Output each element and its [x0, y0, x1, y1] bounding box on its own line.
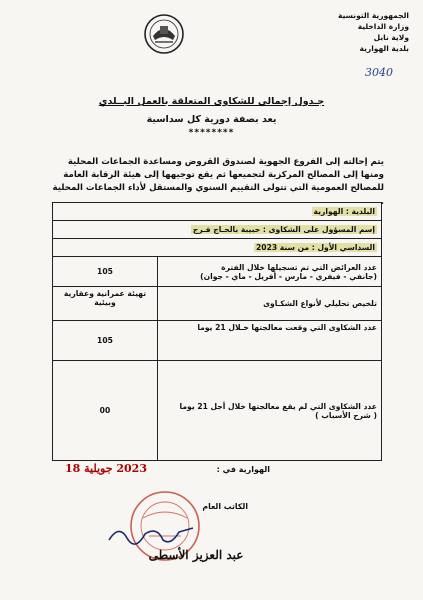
table-header-row — [53, 203, 382, 221]
reference-number: 3040 — [365, 66, 393, 79]
complaints-table — [52, 202, 382, 461]
header-governorate: ولاية نابل — [373, 33, 409, 42]
row-value: 105 — [53, 257, 158, 287]
intro-paragraph: يتم إحالته إلى الفروع الجهوية لصندوق القروض ومساعدة الجماعات المحلية ومنها إلى المصالح المركزية لتجميعها ثم يقع توجيهها إلى هيئة الرقابة العامة للمصالح العمومية التي تتولى التقييم السنوي والمستقل لأداء الجماعات المحلية . — [52, 157, 384, 207]
table-header-row — [53, 221, 382, 239]
row-value: 105 — [53, 321, 158, 361]
row-label: تلخيص تحليلي لأنواع الشكـاوى — [157, 287, 381, 321]
header-ministry: وزارة الداخلية — [357, 22, 409, 31]
row-value: تهيئة عمرانية وعقارية وبيئية — [53, 287, 158, 321]
row-label: عدد الشكاوى التي وقعت معالجتها خـلال 21 يوما — [157, 321, 381, 361]
table-row — [53, 257, 382, 287]
row-value: 00 — [53, 361, 158, 461]
signatory-name: عبد العزيز الأسطى — [148, 548, 244, 562]
row-label: عدد العرائض التي تم تسجيلها خلال الفترة (جانفي - فيفري - مارس - أفريل - ماي - جوان) — [157, 257, 381, 287]
semester-field: السداسي الأول : من سنة 2023 — [256, 243, 375, 252]
municipality-logo — [143, 12, 185, 56]
signature — [105, 520, 200, 548]
table-row — [53, 321, 382, 361]
table-row — [53, 361, 382, 461]
handwritten-date: 2023 جويلية 18 — [65, 462, 147, 475]
table-header-row — [53, 239, 382, 257]
document-subtitle: يعد بصفة دورية كل سداسية — [146, 114, 277, 125]
header-block — [299, 10, 409, 54]
document-title: جـدول إجمالي للشكاوى المتعلقة بالعمل البــلدي — [98, 96, 325, 107]
row-label: عدد الشكاوى التي لم يقع معالجتها خلال أجل 21 يوما ( شرح الأسباب ) — [157, 361, 381, 461]
header-republic: الجمهورية التونسية — [338, 11, 409, 20]
table-row — [53, 287, 382, 321]
title-separator: ******** — [188, 128, 235, 138]
place-label: الهوارية في : — [216, 465, 270, 474]
officer-field: إسم المسؤول على الشكاوى : حبيبة بالحـاج فـرج — [192, 225, 375, 234]
signatory-title: الكاتب العام — [202, 502, 248, 511]
municipality-field: البلدية : الهوارية — [313, 207, 375, 216]
header-municipality: بلدية الهوارية — [359, 44, 409, 53]
